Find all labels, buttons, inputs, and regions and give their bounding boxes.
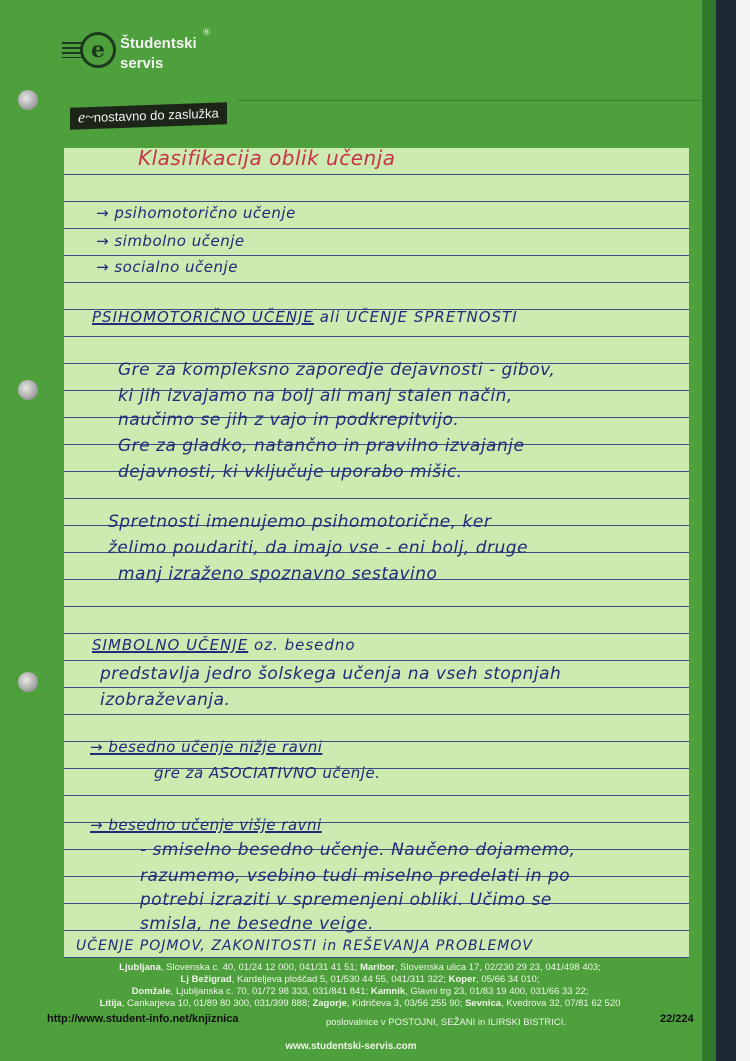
logo-mark: e xyxy=(80,32,116,68)
city: Koper xyxy=(448,974,477,985)
punch-hole xyxy=(18,672,38,692)
address: , Glavni trg 23, 01/83 19 400, 031/66 33 22; xyxy=(405,986,589,997)
sub-detail: gre za ASOCIATIVNO učenje. xyxy=(154,764,381,782)
slogan-e: e~ xyxy=(78,108,94,127)
heading-rest: ali UČENJE SPRETNOSTI xyxy=(319,308,518,326)
sub-heading-lower-level: → besedno učenje nižje ravni xyxy=(90,738,323,756)
offices-text: poslovalnice v POSTOJNI, SEŽANI in ILIRSKI BISTRICI. xyxy=(325,1017,567,1028)
address-line xyxy=(20,986,700,997)
notes-title: Klasifikacija oblik učenja xyxy=(138,146,396,170)
city: Domžale xyxy=(131,986,171,997)
logo-line-1: Študentski xyxy=(120,35,197,52)
address: , Kvedrova 32, 07/81 62 520 xyxy=(501,998,621,1009)
address: , Kardeljeva ploščad 5, 01/530 44 55, 041/311 322; xyxy=(231,974,449,985)
paragraph-line: Gre za kompleksno zaporedje dejavnosti - gibov, xyxy=(118,360,556,380)
studentski-servis-logo xyxy=(62,28,222,84)
bullet-item: → socialno učenje xyxy=(96,258,238,276)
paragraph-line: predstavlja jedro šolskega učenja na vseh stopnjah xyxy=(100,664,562,684)
address: , 05/66 34 010; xyxy=(476,974,540,985)
address-line xyxy=(20,974,700,985)
address: , Slovenska ulica 17, 02/230 29 23, 041/498 403; xyxy=(394,962,601,973)
last-line: UČENJE POJMOV, ZAKONITOSTI in REŠEVANJA PROBLEMOV xyxy=(76,938,533,954)
paragraph-line: želimo poudariti, da imajo vse - eni bolj, druge xyxy=(108,538,529,558)
binder-spine-dark xyxy=(716,0,736,1061)
paragraph-line: naučimo se jih z vajo in podkrepitvijo. xyxy=(118,410,460,430)
page-edge xyxy=(736,0,750,1061)
city: Lj Bežigrad xyxy=(180,974,232,985)
logo-speed-lines xyxy=(62,42,82,58)
city: Litija xyxy=(99,998,122,1009)
bullet-item: → psihomotorično učenje xyxy=(96,204,296,222)
logo-text xyxy=(120,34,197,74)
paragraph-line: Gre za gladko, natančno in pravilno izvajanje xyxy=(118,436,525,456)
city: Zagorje xyxy=(312,998,347,1009)
city: Ljubljana xyxy=(119,962,161,973)
registered-mark: ® xyxy=(202,28,211,38)
bullet-item: → simbolno učenje xyxy=(96,232,245,250)
section-heading-psychomotor xyxy=(92,308,518,326)
section-heading-symbolic xyxy=(92,636,356,654)
slogan-text: nostavno do zaslužka xyxy=(93,105,219,125)
paragraph-line: potrebi izraziti v spremenjeni obliki. Učimo se xyxy=(140,890,552,910)
paragraph-line: izobraževanja. xyxy=(100,690,231,710)
paragraph-line: manj izraženo spoznavno sestavino xyxy=(118,564,438,584)
address-line xyxy=(20,998,700,1009)
paragraph-line: dejavnosti, ki vključuje uporabo mišic. xyxy=(118,462,463,482)
heading-underlined: SIMBOLNO UČENJE xyxy=(92,636,249,654)
address: , Kidričeva 3, 03/56 255 90; xyxy=(346,998,466,1009)
heading-underlined: PSIHOMOTORIČNO UČENJE xyxy=(92,308,314,326)
paragraph-line: smisla, ne besedne veige. xyxy=(140,914,374,934)
city: Sevnica xyxy=(465,998,502,1009)
logo-line-2: servis xyxy=(120,55,164,72)
website-link[interactable]: www.studentski-servis.com xyxy=(285,1041,417,1052)
address: , Slovenska c. 40, 01/24 12 000, 041/31 41 51; xyxy=(160,962,360,973)
source-link[interactable]: http://www.student-info.net/knjiznica xyxy=(47,1013,239,1025)
punch-hole xyxy=(18,90,38,110)
address-line xyxy=(20,962,700,973)
city: Kamnik xyxy=(370,986,406,997)
sub-heading-higher-level: → besedno učenje višje ravni xyxy=(90,816,322,834)
paragraph-line: Spretnosti imenujemo psihomotorične, ker xyxy=(108,512,492,532)
paragraph-line: ki jih izvajamo na bolj ali manj stalen način, xyxy=(118,386,513,406)
heading-rest: oz. besedno xyxy=(253,636,356,654)
paragraph-line: - smiselno besedno učenje. Naučeno dojamemo, xyxy=(140,840,576,860)
address: , Ljubljanska c. 70, 01/72 98 333, 031/841 841; xyxy=(170,986,371,997)
paragraph-line: razumemo, vsebino tudi miselno predelati in po xyxy=(140,866,571,886)
header-rule xyxy=(238,100,700,101)
punch-hole xyxy=(18,380,38,400)
page-indicator: 22/224 xyxy=(660,1013,694,1025)
binder-spine xyxy=(702,0,716,1061)
address: , Cankarjeva 10, 01/89 80 300, 031/399 888; xyxy=(121,998,313,1009)
city: Maribor xyxy=(359,962,395,973)
